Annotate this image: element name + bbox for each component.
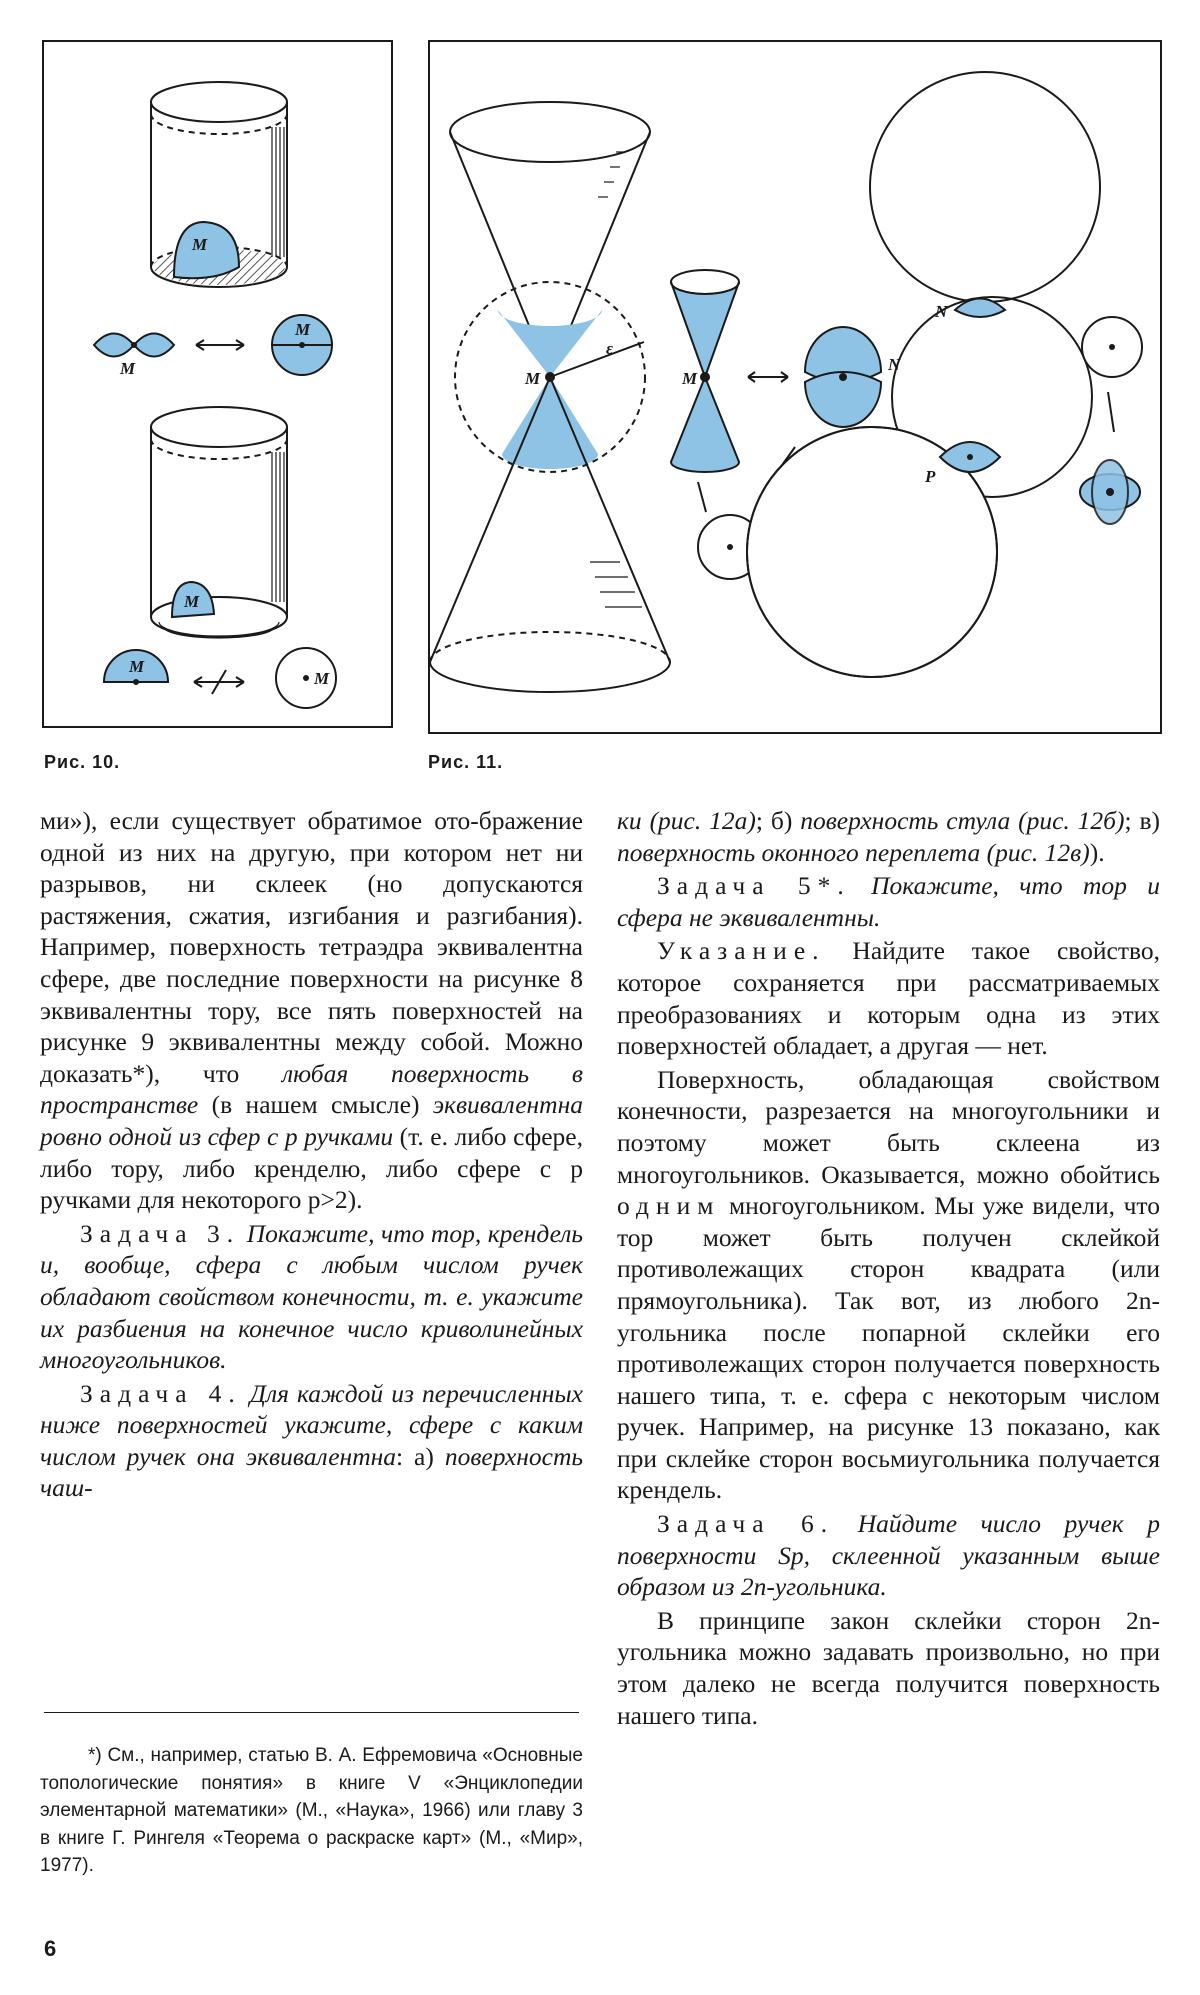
fig10-label-m4: M bbox=[184, 592, 200, 611]
paragraph-equivalence bbox=[40, 805, 583, 1216]
page-number: 6 bbox=[44, 1936, 57, 1961]
figure-11-caption: Рис. 11. bbox=[428, 752, 504, 772]
fig11-label-n1: N bbox=[888, 355, 901, 374]
hint-label: Указание. bbox=[657, 936, 826, 966]
text-run: Поверхность, обладающая свойством конечности, разрезается на многоугольники и поэтому может быть склеена из многоугольников. Оказывается, можно обойтись bbox=[617, 1064, 1160, 1189]
text-run: многоугольником. Мы уже видели, что тор может быть получен склейкой противолежащих сторон квадрата (или прямоугольника). Так вот, из любого 2n-угольника после попарной склейки его противолежащих сторон получается поверхность нашего типа, т. е. сфера с некоторым числом ручек. Например, на рисунке 13 показано, как при склейке сторон восьмиугольника получается крендель. bbox=[617, 1191, 1160, 1505]
figure-11-drawing bbox=[430, 42, 1160, 732]
italic-run: Покажите, что тор, крендель и, вообще, сфера с любым числом ручек обладают свойством конечности, т. е. укажите их разбиения на конечное число криволинейных многоугольников. bbox=[40, 1218, 583, 1375]
double-arrow-not-equivalent bbox=[194, 670, 244, 694]
fig10-label-m6: M bbox=[314, 669, 330, 688]
fig10-label-m3: M bbox=[295, 320, 311, 339]
problem-4 bbox=[40, 1378, 583, 1504]
italic-run: Покажите, что тор и сфера не эквивалентны. bbox=[617, 871, 1160, 932]
fig11-label-eps: ε bbox=[606, 339, 613, 358]
text-run: ; в) bbox=[1124, 806, 1160, 835]
fig11-label-m2: M bbox=[682, 369, 698, 388]
figure-10-caption: Рис. 10. bbox=[44, 752, 121, 772]
problem-3 bbox=[40, 1218, 583, 1376]
paragraph-polygon bbox=[617, 1064, 1160, 1506]
problem-label: Задача 4. bbox=[80, 1378, 242, 1408]
fig10-label-m2: M bbox=[120, 359, 136, 378]
problem-label: Задача 5*. bbox=[657, 871, 851, 901]
fig11-label-m1: M bbox=[525, 369, 541, 388]
two-half-spheres bbox=[805, 327, 881, 427]
hint bbox=[617, 935, 1160, 1061]
three-spheres bbox=[747, 72, 1100, 677]
problem-label: Задача 3. bbox=[80, 1218, 241, 1248]
footnote bbox=[40, 1742, 583, 1880]
figure-10-drawing bbox=[44, 42, 391, 726]
italic-run: эквивалентна ровно одной из сфер с р ручками bbox=[40, 1090, 583, 1151]
figure-10 bbox=[42, 40, 393, 728]
double-arrow-equivalent bbox=[196, 340, 244, 350]
problem-6 bbox=[617, 1508, 1160, 1603]
fig11-label-p: P bbox=[925, 467, 936, 486]
fig11-label-n2: N bbox=[935, 302, 948, 321]
italic-run: поверхность чаш- bbox=[40, 1441, 583, 1503]
footnote-rule bbox=[44, 1712, 579, 1713]
italic-run: Для каждой из перечисленных ниже поверхностей укажите, сфере с каким числом ручек она эквивалентна bbox=[40, 1378, 583, 1471]
text-run: ; б) bbox=[755, 806, 801, 835]
double-cone bbox=[430, 102, 670, 692]
arrow-vertical bbox=[1108, 392, 1114, 432]
text-run: В принципе закон склейки сторон 2n-угольника можно задавать произвольно, но при этом далеко не всегда получится поверхность нашего типа. bbox=[617, 1605, 1160, 1730]
text-run: ). bbox=[1089, 837, 1105, 867]
problem-label: Задача 6. bbox=[657, 1509, 835, 1539]
italic-run: поверхность стула (рис. 12б) bbox=[800, 806, 1125, 835]
figure-11 bbox=[428, 40, 1162, 734]
right-column bbox=[617, 805, 1160, 1731]
fig10-label-m1: M bbox=[192, 235, 208, 254]
problem-5 bbox=[617, 870, 1160, 933]
arrow-cone-to-spheres bbox=[748, 372, 788, 382]
footnote-text: *) См., например, статью В. А. Ефремовича «Основные топологические понятия» в книге V «Энциклопедии элементарной математики» (М., «Наука», 1966) или главу 3 в книге Г. Рингеля «Теорема о раскраске карт» (М., «Мир», 1977). bbox=[40, 1745, 583, 1876]
spaced-run: одним bbox=[617, 1191, 721, 1221]
paragraph-gluing-law bbox=[617, 1605, 1160, 1731]
figure-eight-patch bbox=[94, 334, 174, 357]
italic-run: поверхность оконного переплета (рис. 12в) bbox=[617, 837, 1090, 867]
lower-cylinder bbox=[151, 407, 287, 638]
left-column bbox=[40, 805, 583, 1504]
italic-run: любая поверхность в пространстве bbox=[40, 1058, 583, 1120]
text-run: (в нашем смысле) bbox=[198, 1090, 433, 1120]
text-run: (т. е. либо сфере, либо тору, либо кренделю, либо сфере с р ручками для некоторого р>2). bbox=[40, 1121, 583, 1215]
paragraph-surfaces-list bbox=[617, 805, 1160, 868]
flower-patch bbox=[1080, 460, 1140, 524]
italic-run: ки (рис. 12а) bbox=[617, 806, 756, 835]
text-run: Найдите такое свойство, которое сохраняется при рассматриваемых преобразованиях и которым одна из этих поверхностей обладает, а другая — нет. bbox=[617, 936, 1160, 1061]
text-run: : а) bbox=[396, 1441, 445, 1471]
italic-run: Найдите число ручек р поверхности Sp, склеенной указанным выше образом из 2n-угольника. bbox=[617, 1509, 1160, 1602]
fig10-label-m5: M bbox=[129, 657, 145, 676]
text-run: ми»), если существует обратимое ото-бражение одной из них на другую, при котором нет ни разрывов, ни склеек (но допускаются растяжения, сжатия, изгибания и разгибания). Например, поверхность тетраэдра эквивалентна сфере, две последние поверхности на рисунке 8 эквивалентны тору, все пять поверхностей на рисунке 9 эквивалентны между собой. Можно доказать*), что bbox=[40, 806, 583, 1088]
